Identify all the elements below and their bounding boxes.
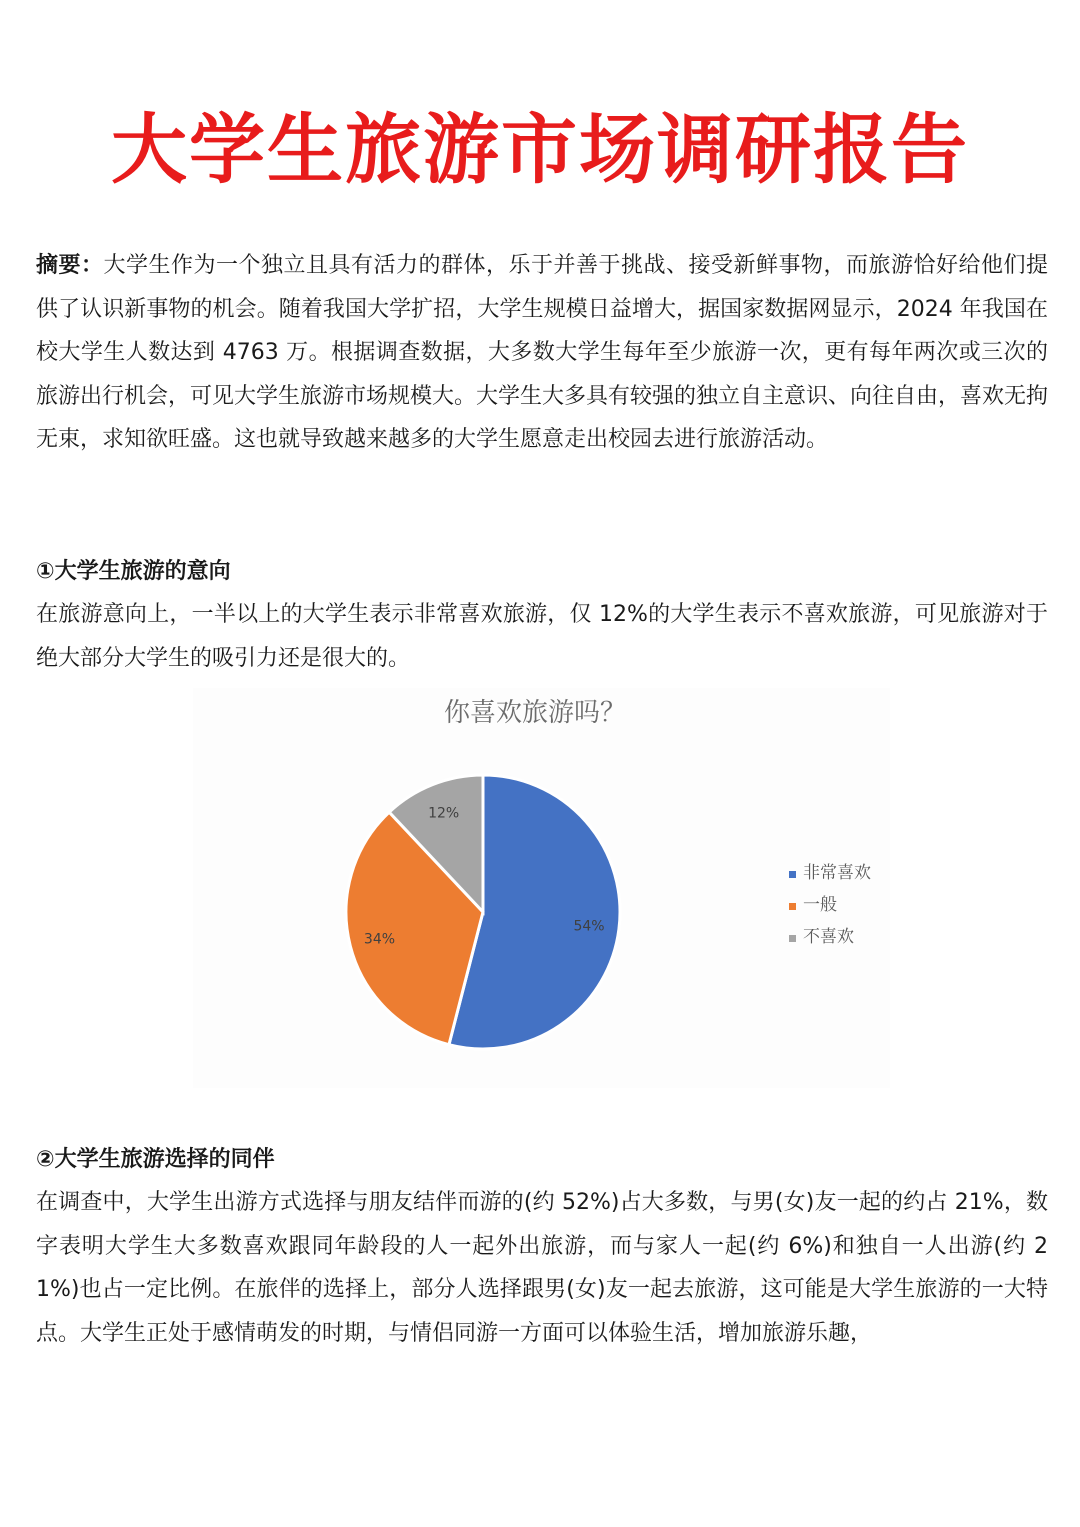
section2-text: 在调查中，大学生出游方式选择与朋友结伴而游的(约 52%)占大多数，与男(女)友一起的约占 21%，数字表明大学生大多数喜欢跟同年龄段的人一起外出旅游，而与家人一起(约 6%)和独自一人出游(约 21%)也占一定比例。在旅伴的选择上，部分人选择跟男(女)友一起去旅游，这可能是大学生旅游的一大特点。大学生正处于感情萌发的时期，与情侣同游一方面可以体验生活，增加旅游乐趣， xyxy=(36,1190,1048,1346)
legend-swatch-3 xyxy=(789,935,796,942)
legend-label-2: 一般 xyxy=(803,895,837,915)
abstract-text: 大学生作为一个独立且具有活力的群体，乐于并善于挑战、接受新鲜事物，而旅游恰好给他们提供了认识新事物的机会。随着我国大学扩招，大学生规模日益增大，据国家数据网显示，2024 年我国在校大学生人数达到 4763 万。根据调查数据，大多数大学生每年至少旅游一次，更有每年两次或三次的旅游出行机会，可见大学生旅游市场规模大。大学生大多具有较强的独立自主意识、向往自由，喜欢无拘无束，求知欲旺盛。这也就导致越来越多的大学生愿意走出校园去进行旅游活动。 xyxy=(36,253,1049,452)
section1-text: 在旅游意向上，一半以上的大学生表示非常喜欢旅游，仅 12%的大学生表示不喜欢旅游，可见旅游对于绝大部分大学生的吸引力还是很大的。 xyxy=(36,602,1048,671)
section2-heading: ②大学生旅游选择的同伴 xyxy=(36,1147,275,1172)
chart-title: 你喜欢旅游吗？ xyxy=(443,698,627,728)
legend-label-1: 非常喜欢 xyxy=(803,863,871,883)
legend-swatch-2 xyxy=(789,903,796,910)
page-title: 大学生旅游市场调研报告 xyxy=(111,105,969,194)
pie-chart xyxy=(193,688,890,1088)
pie-slice-label-1: 54% xyxy=(573,918,605,935)
legend-label-3: 不喜欢 xyxy=(803,927,854,947)
pie-slice-label-3: 12% xyxy=(428,805,460,822)
section1-heading: ①大学生旅游的意向 xyxy=(36,559,231,584)
abstract-lead: 摘要： xyxy=(36,253,104,278)
abstract-paragraph xyxy=(36,244,1048,462)
pie-slice-label-2: 34% xyxy=(363,931,396,948)
pie-chart-svg xyxy=(193,688,890,1088)
legend-swatch-1 xyxy=(789,871,796,878)
